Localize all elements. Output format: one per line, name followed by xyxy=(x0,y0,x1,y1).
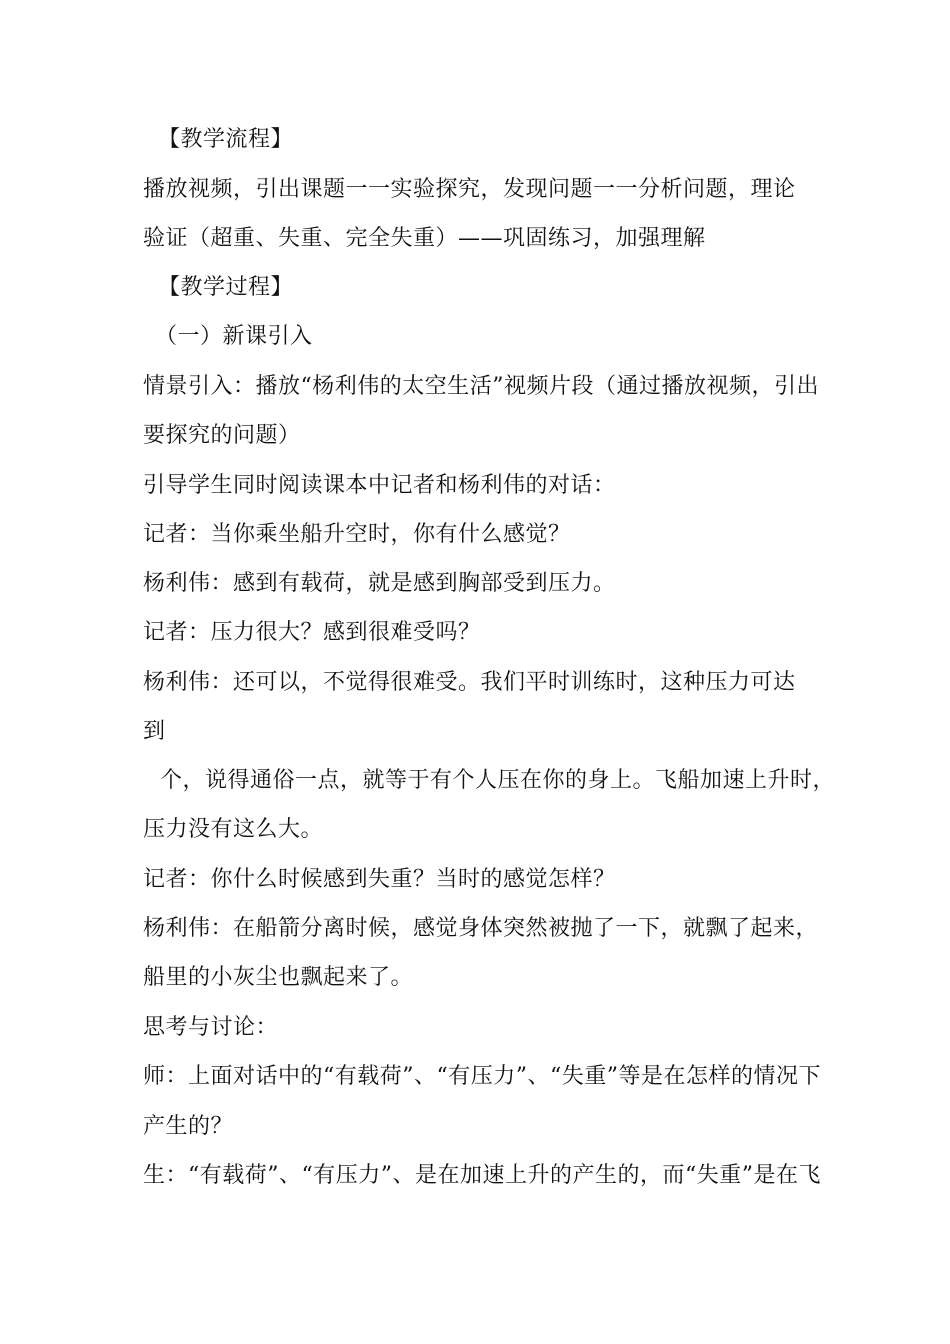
dialogue-line: 船里的小灰尘也飘起来了。 xyxy=(143,965,414,990)
dialogue-line: 杨利伟：还可以，不觉得很难受。我们平时训练时，这种压力可达 xyxy=(143,670,796,695)
dialogue-line: 杨利伟：感到有载荷，就是感到胸部受到压力。 xyxy=(143,571,616,596)
dialogue-line: 生：“有载荷”、“有压力”、是在加速上升的产生的，而“失重”是在飞 xyxy=(143,1163,821,1188)
dialogue-line: 杨利伟：在船箭分离时候，感觉身体突然被抛了一下，就飘了起来， xyxy=(143,916,819,941)
dialogue-line: 师：上面对话中的“有载荷”、“有压力”、“失重”等是在怎样的情况下 xyxy=(143,1064,821,1089)
dialogue-line: 产生的？ xyxy=(143,1114,234,1139)
paragraph-line: 验证（超重、失重、完全失重）——巩固练习，加强理解 xyxy=(143,226,706,251)
dialogue-line: 记者：你什么时候感到失重？当时的感觉怎样？ xyxy=(143,867,616,892)
dialogue-line: 个，说得通俗一点，就等于有个人压在你的身上。飞船加速上升时， xyxy=(160,768,836,793)
subsection-heading: （一）新课引入 xyxy=(155,324,313,349)
dialogue-line: 记者：压力很大？感到很难受吗？ xyxy=(143,620,481,645)
paragraph-line: 情景引入：播放“杨利伟的太空生活”视频片段（通过播放视频，引出 xyxy=(143,374,819,399)
section-heading-teaching-flow: 【教学流程】 xyxy=(158,127,294,152)
dialogue-line: 压力没有这么大。 xyxy=(143,817,324,842)
dialogue-line: 记者：当你乘坐船升空时，你有什么感觉？ xyxy=(143,522,571,547)
paragraph-line: 播放视频，引出课题一一实验探究，发现问题一一分析问题，理论 xyxy=(143,177,796,202)
paragraph-line: 要探究的问题） xyxy=(143,423,301,448)
dialogue-line: 到 xyxy=(143,719,166,744)
paragraph-line: 思考与讨论： xyxy=(143,1015,279,1040)
paragraph-line: 引导学生同时阅读课本中记者和杨利伟的对话： xyxy=(143,473,616,498)
section-heading-teaching-process: 【教学过程】 xyxy=(158,275,294,300)
